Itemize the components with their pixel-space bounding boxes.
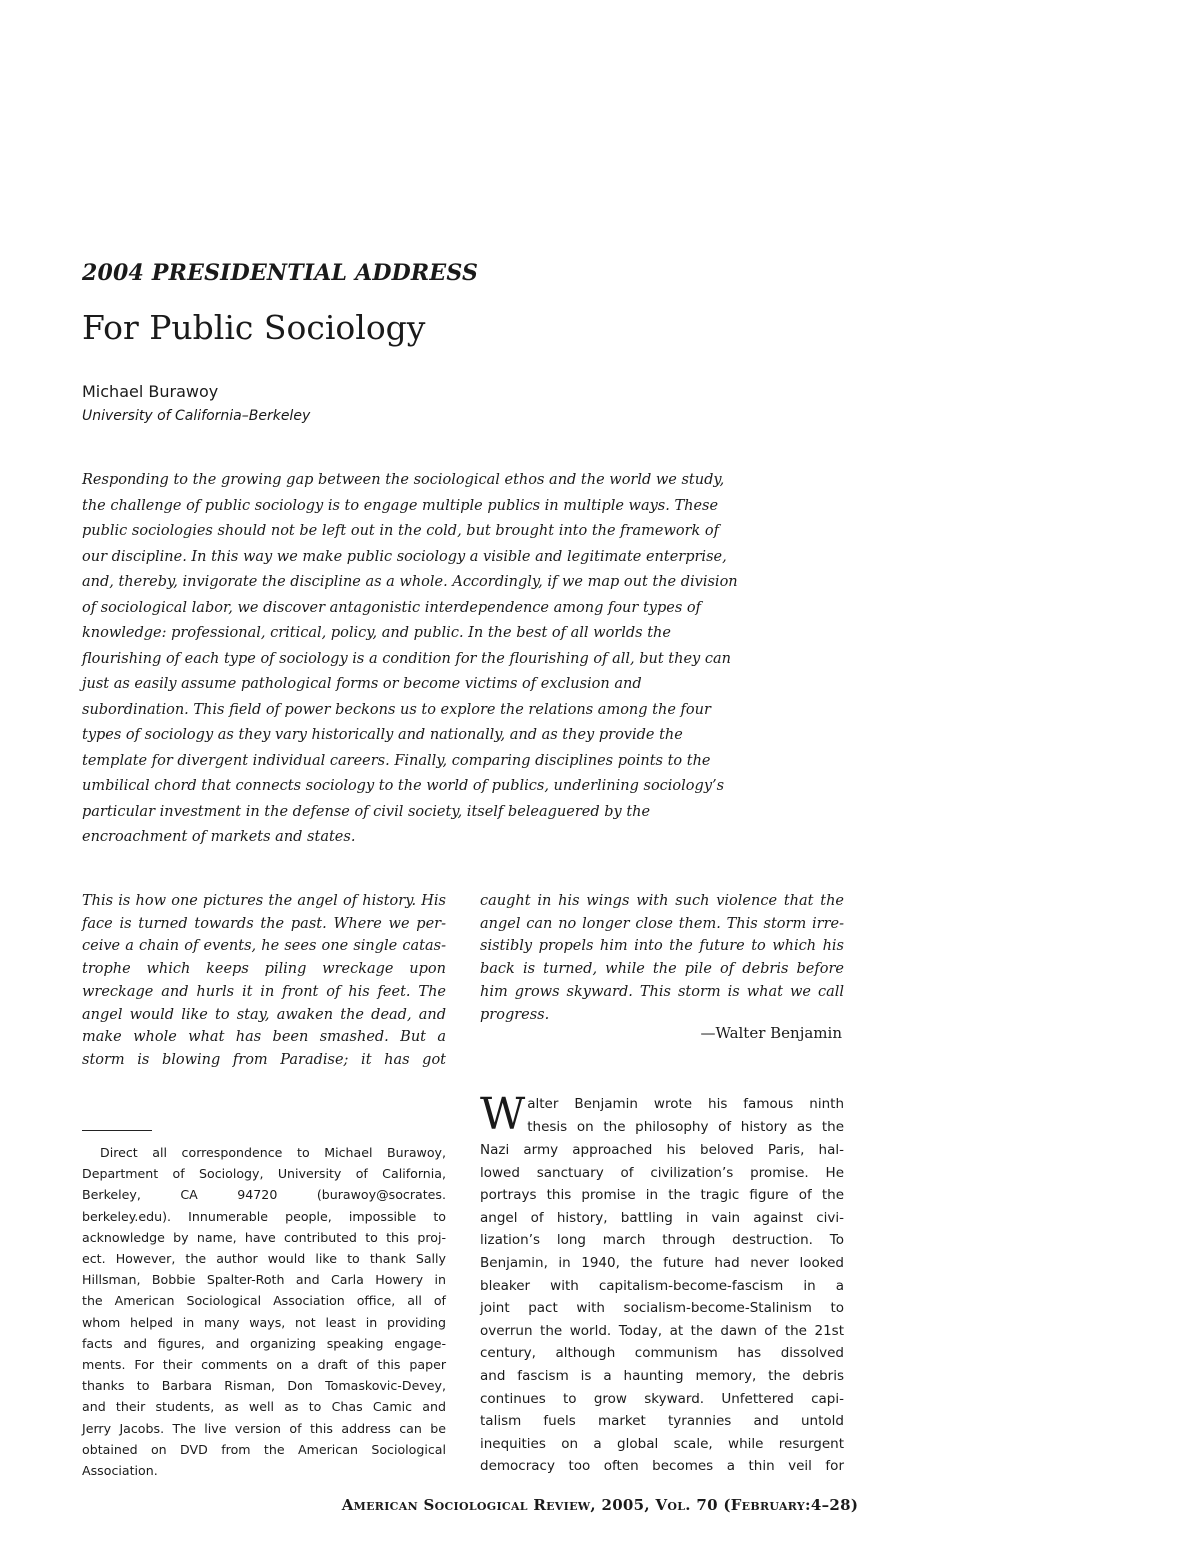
epigraph-line: wreckage and hurls it in front of his feet. The [82,983,446,1000]
abstract-line: flourishing of each type of sociology is a condition for the flourishing of all, but they can [82,650,731,667]
body-line: lization’s long march through destruction. To [480,1232,844,1249]
abstract-line: the challenge of public sociology is to engage multiple publics in multiple ways. These [82,497,719,514]
epigraph-line: sistibly propels him into the future to which his [480,938,844,955]
epigraph-line: ceive a chain of events, he sees one single catas- [82,938,446,955]
epigraph-line: This is how one pictures the angel of history. His [82,893,446,909]
footnote-line: and their students, as well as to Chas Camic and [82,1399,446,1415]
footnote-line: thanks to Barbara Risman, Don Tomaskovic-Devey, [82,1378,446,1394]
abstract [82,468,748,851]
body-line: Nazi army approached his beloved Paris, hal- [480,1142,844,1158]
body-line: century, although communism has dissolved [480,1345,844,1362]
body-line: thesis on the philosophy of history as the [527,1118,844,1135]
abstract-line: particular investment in the defense of civil society, itself beleaguered by the [82,803,651,820]
body-line: Benjamin, in 1940, the future had never looked [480,1254,844,1271]
body-text [480,1089,844,1478]
epigraph-line: make whole what has been smashed. But a [82,1029,446,1046]
footnote-line: ments. For their comments on a draft of this paper [82,1357,446,1373]
epigraph-line: storm is blowing from Paradise; it has got [82,1051,446,1068]
abstract-line: Responding to the growing gap between the sociological ethos and the world we study, [82,472,725,488]
footnote-line: Direct all correspondence to Michael Burawoy, [100,1145,446,1160]
abstract-line: just as easily assume pathological forms or become victims of exclusion and [82,676,642,692]
body-line: angel of history, battling in vain against civi- [480,1209,844,1226]
footnote [82,1142,446,1481]
body-line: and fascism is a haunting memory, the debris [480,1367,844,1384]
article-title: For Public Sociology [82,308,426,347]
body-line: lowed sanctuary of civilization’s promise. He [480,1164,844,1181]
abstract-line: and, thereby, invigorate the discipline as a whole. Accordingly, if we map out the division [82,574,738,590]
footnote-line: whom helped in many ways, not least in providing [82,1314,446,1330]
epigraph-line: caught in his wings with such violence that the [480,893,844,909]
footnote-line: acknowledge by name, have contributed to this proj- [82,1229,446,1245]
body-line: inequities on a global scale, while resurgent [480,1435,844,1452]
abstract-line: umbilical chord that connects sociology to the world of publics, underlining sociology’s [82,778,725,794]
epigraph-left-column [82,890,446,1072]
epigraph-attribution: —Walter Benjamin [700,1024,842,1042]
abstract-line: of sociological labor, we discover antagonistic interdependence among four types of [82,599,701,616]
body-line: democracy too often becomes a thin veil for [480,1458,844,1475]
footnote-divider [82,1130,152,1131]
section-kicker: 2004 PRESIDENTIAL ADDRESS [82,260,479,286]
author-affiliation: University of California–Berkeley [82,408,311,424]
body-line: overrun the world. Today, at the dawn of the 21st [480,1322,844,1339]
epigraph-line: face is turned towards the past. Where we per- [82,915,446,932]
drop-cap: W [480,1089,526,1140]
abstract-line: public sociologies should not be left out in the cold, but brought into the framework of [82,523,720,539]
abstract-line: our discipline. In this way we make public sociology a visible and legitimate enterprise, [82,548,727,565]
footnote-line: Association. [82,1463,158,1479]
epigraph-right-column [480,890,844,1026]
footnote-line: berkeley.edu). Innumerable people, impossible to [82,1208,446,1224]
abstract-line: subordination. This field of power beckons us to explore the relations among the four [82,701,711,718]
footnote-line: ect. However, the author would like to thank Sally [82,1251,446,1267]
body-line: bleaker with capitalism-become-fascism in a [480,1277,844,1294]
body-line: talism fuels market tyrannies and untold [480,1413,844,1430]
running-footer: American Sociological Review, 2005, Vol. 70 (February:4–28) [341,1496,859,1514]
epigraph-line: angel would like to stay, awaken the dead, and [82,1006,446,1023]
footnote-line: Hillsman, Bobbie Spalter-Roth and Carla Howery in [82,1272,446,1288]
epigraph-line: back is turned, while the pile of debris before [480,961,844,978]
body-line: joint pact with socialism-become-Stalinism to [480,1300,844,1317]
epigraph-line: him grows skyward. This storm is what we call [480,983,844,1000]
footnote-line: the American Sociological Association office, all of [82,1293,446,1309]
epigraph-line: angel can no longer close them. This storm irre- [480,915,844,932]
epigraph-line: progress. [480,1006,550,1023]
author-name: Michael Burawoy [82,382,219,401]
body-line: continues to grow skyward. Unfettered capi- [480,1390,844,1407]
abstract-line: types of sociology as they vary historically and nationally, and as they provide the [82,727,683,743]
abstract-line: template for divergent individual careers. Finally, comparing disciplines points to the [82,752,711,769]
footnote-line: obtained on DVD from the American Sociological [82,1441,446,1457]
footnote-line: facts and figures, and organizing speaking engage- [82,1335,446,1351]
footnote-line: Jerry Jacobs. The live version of this address can be [82,1420,446,1436]
body-line: portrays this promise in the tragic figure of the [480,1187,844,1204]
abstract-line: knowledge: professional, critical, policy, and public. In the best of all worlds the [82,625,671,641]
footnote-line: Berkeley, CA 94720 (burawoy@socrates. [82,1187,446,1203]
epigraph-line: trophe which keeps piling wreckage upon [82,961,446,978]
body-line: alter Benjamin wrote his famous ninth [527,1096,844,1112]
footnote-line: Department of Sociology, University of California, [82,1166,446,1182]
abstract-line: encroachment of markets and states. [82,829,356,845]
